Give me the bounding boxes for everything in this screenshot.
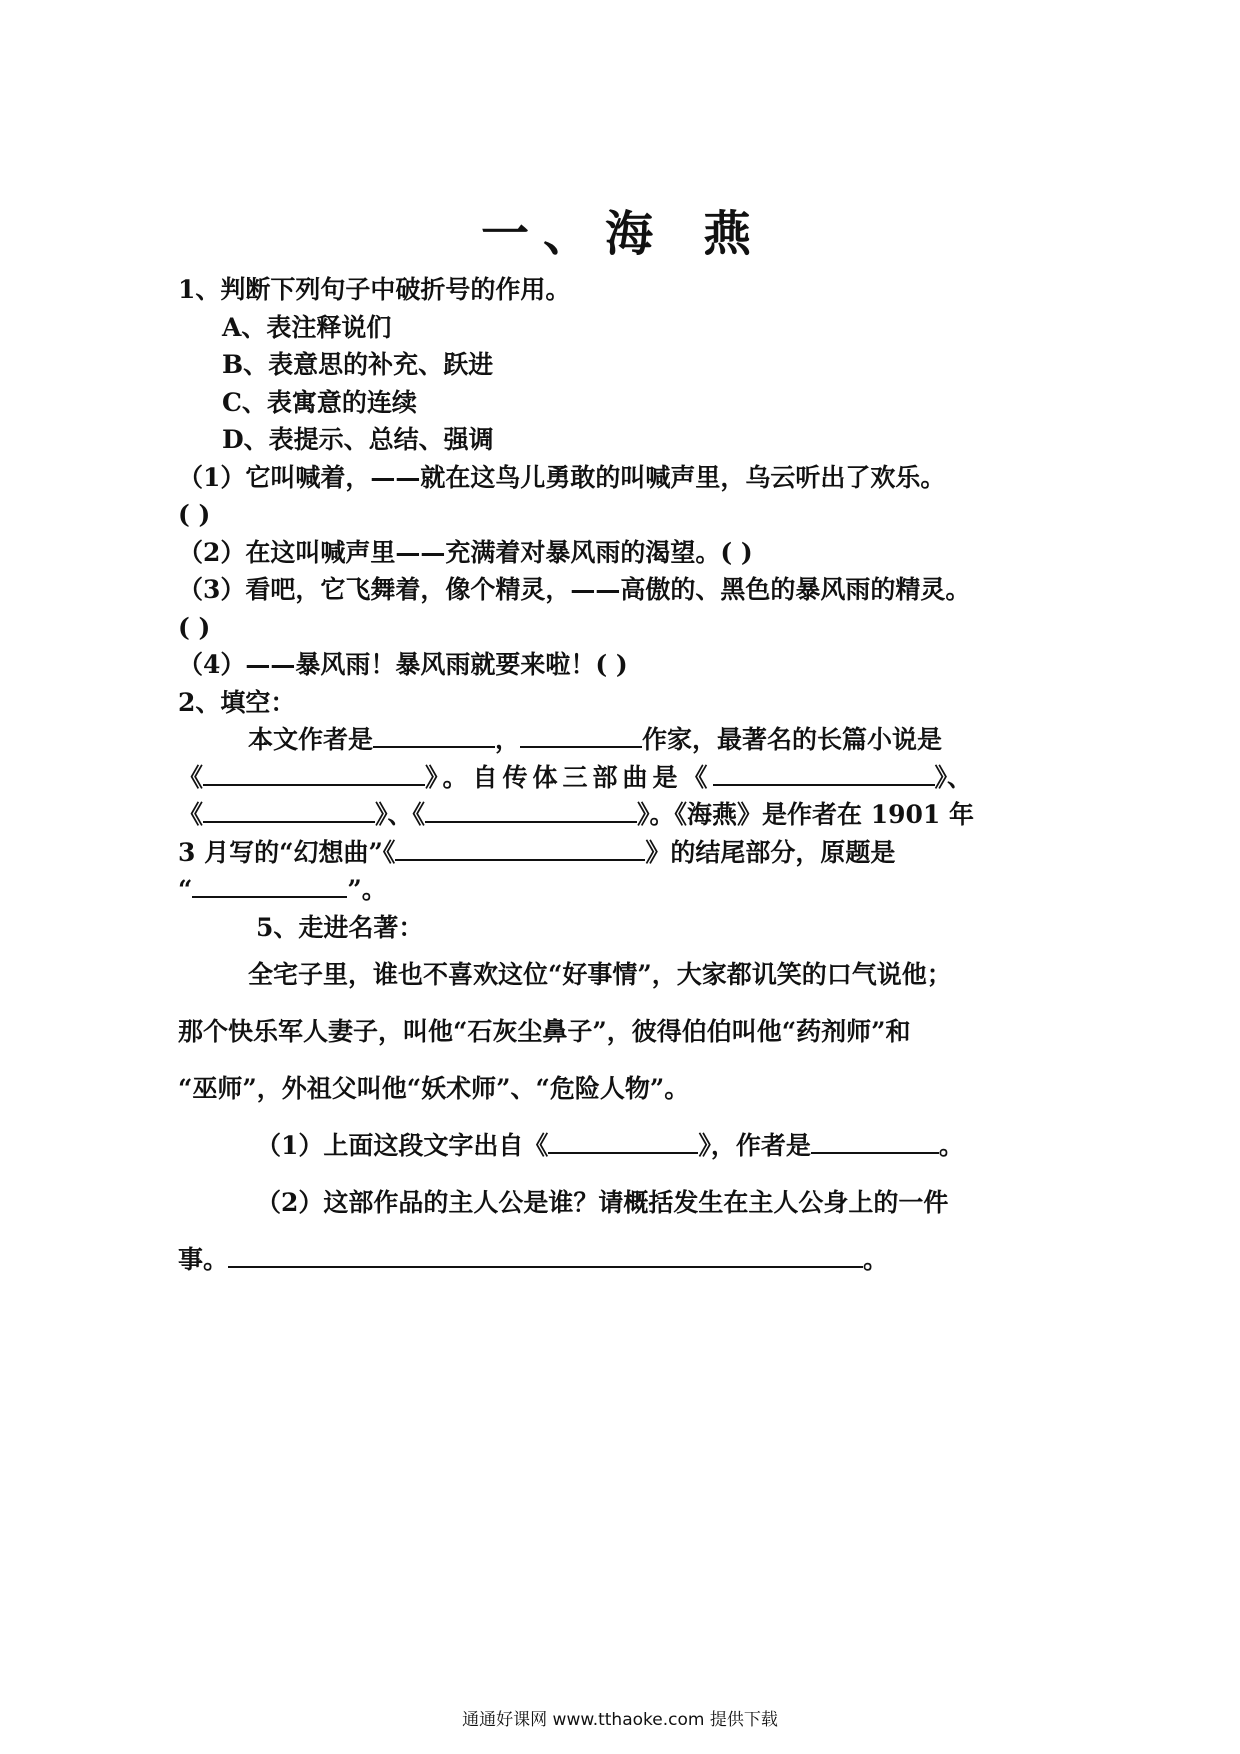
blank-event[interactable] <box>228 1265 863 1268</box>
blank-country[interactable] <box>520 745 642 748</box>
q1-item-4[interactable]: （4）——暴风雨！暴风雨就要来啦！( ) <box>178 650 628 679</box>
blank-book-title[interactable] <box>548 1151 698 1154</box>
q1-heading: 1、判断下列句子中破折号的作用。 <box>178 275 571 304</box>
blank-book-author[interactable] <box>811 1151 939 1154</box>
q1-item-3: （3）看吧，它飞舞着，像个精灵，——高傲的、黑色的暴风雨的精灵。 <box>178 575 971 604</box>
footer: 通通好课网 www.tthaoke.com 提供下载 <box>462 1710 778 1730</box>
q1-item-2[interactable]: （2）在这叫喊声里——充满着对暴风雨的渴望。( ) <box>178 537 753 567</box>
blank-fantasy[interactable] <box>395 858 645 861</box>
title-part2: 燕 <box>703 206 766 262</box>
blank-novel[interactable] <box>203 783 425 786</box>
blank-trilogy-3[interactable] <box>425 820 637 823</box>
q1-item-3-paren[interactable]: ( ) <box>178 612 211 642</box>
q1-option-d: D、表提示、总结、强调 <box>222 425 494 454</box>
q2-heading: 2、填空： <box>178 687 296 717</box>
blank-trilogy-1[interactable] <box>713 783 935 786</box>
q1-option-a: A、表注释说们 <box>222 312 392 342</box>
blank-author[interactable] <box>373 745 495 748</box>
page-title <box>178 205 1068 263</box>
q2-body: 本文作者是 ， 作家，最著名的长篇小说是 《 》。自传体三部曲是《 》、 《 》、《 》。《海燕》是作者在 1901 年 3 月写的“幻想曲”《 》的结尾部分，原题是 “ ”。 <box>178 725 975 904</box>
blank-trilogy-2[interactable] <box>203 820 375 823</box>
q1-option-b: B、表意思的补充、跃进 <box>222 350 494 379</box>
q1-item-1-paren[interactable]: ( ) <box>178 500 211 529</box>
q5-passage: 全宅子里，谁也不喜欢这位“好事情”，大家都讥笑的口气说他； 那个快乐军人妻子，叫他“石灰尘鼻子”，彼得伯伯叫他“药剂师”和 “巫师”，外祖父叫他“妖术师”、“危险人物”。 （1）上面这段文字出自《 》，作者是 。 （2）这部作品的主人公是谁？请概括发生在主人公身上的一件 事。 。 <box>178 960 964 1274</box>
worksheet <box>178 205 1068 1288</box>
blank-original-title[interactable] <box>192 895 347 898</box>
title-part1: 一、海 <box>480 206 667 262</box>
q5-heading: 5、走进名著： <box>256 912 424 942</box>
q1-item-1: （1）它叫喊着，——就在这鸟儿勇敢的叫喊声里，乌云听出了欢乐。 <box>178 462 946 492</box>
q1-option-c: C、表寓意的连续 <box>222 387 417 417</box>
